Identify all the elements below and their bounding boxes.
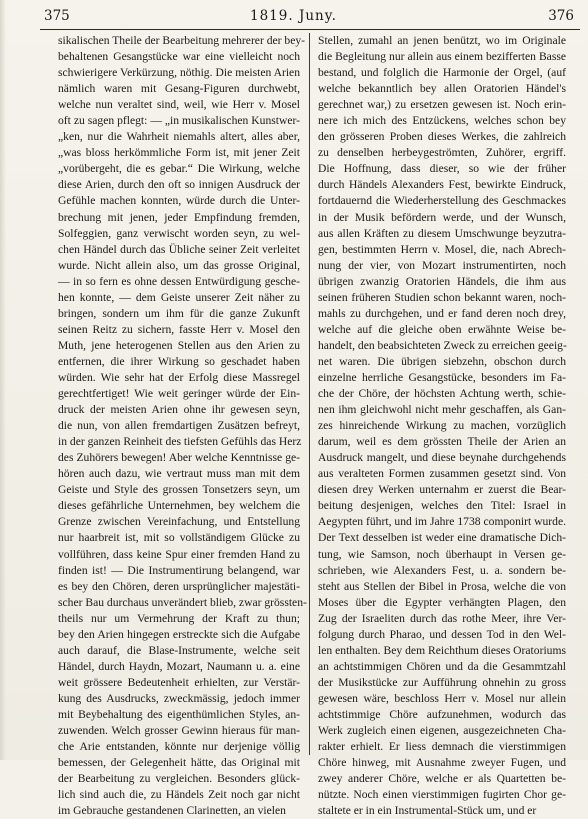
text-line: kung des Ausdrucks, zweckmässig, jedoch immer [58,691,300,705]
text-line: staltete er in ein Instrumental-Stück um, und er [318,804,537,818]
text-line: seinen früheren Studien schon bekannt waren, noch- [318,290,566,304]
text-line: „was bloss herkömmliche Form ist, mit jener Zeit [58,146,300,160]
text-line: nung der vier, von Mozart instrumentirten, noch [318,258,566,272]
text-line: gerechnet war,) zu ersetzen gewesen ist. Noch erin- [318,98,566,112]
text-line: schwierigere Verkürzung, nöthig. Die meisten Arien [58,66,300,80]
text-line: der Musikstücke zur Aufführung ohnehin zu gross [318,675,566,689]
text-line: der Bearbeitung zu vergleichen. Besonders glück- [58,772,300,786]
text-line: steht aus Stellen der Bibel in Prosa, welche die von [318,579,566,593]
text-line: des Zuhörers bewegen! Aber welche Kenntnisse ge- [58,451,300,465]
text-line: Gefühle machen konnten, würde durch die Unter- [58,194,300,208]
text-line: Chöre hinweg, mit Ausnahme zweyer Fugen, und [318,756,566,770]
issue-date: 1819. Juny. [250,8,337,24]
text-line: gerechtfertiget! Wie weit geringer würde der Ein- [58,387,300,401]
text-line: len enthalten. Bey dem Reichthum dieses Oratoriums [318,643,566,657]
text-line: oft zu sagen pflegt: — „in musikalischen Kunstwer- [58,114,300,128]
text-line: hören auch dazu, wie vertraut muss man mit dem [58,467,300,481]
text-line: Die Hoffnung, dass dieser, so wie der früher [318,162,566,176]
text-line: Zug der Israeliten durch das rothe Meer, ihre Ver- [318,611,566,625]
text-line: einzelne herrliche Gesangstücke, besonders im Fa- [318,370,566,384]
text-line: beitung desjenigen, welches den Titel: Israel in [318,499,566,513]
text-line: an achtstimmigen Chören und da die Gesammtzahl [318,659,566,673]
text-line: Muth, jene heterogenen Stellen aus den Arien zu [58,338,300,352]
text-line: druck der meisten Arien ohne ihr gewesen seyn, [58,403,300,417]
text-line: tung, wie Samson, noch überhaupt in Versen ge- [318,547,566,561]
text-line: handelt, den beabsichteten Zweck zu erreichen geeig- [318,338,567,352]
text-line: net waren. Die übrigen siebzehn, obschon durch [318,354,566,368]
text-line: zes hinreichende Wirkung zu machen, vorzüglich [318,419,566,433]
text-line: diesen drey Werken unternahm er zuerst die Bear- [318,483,566,497]
text-line: nen ihm gleichwohl nicht mehr geschaffen, als Gan- [318,403,566,417]
text-line: nützte. Noch einen vierstimmigen fugirten Chor ge- [318,788,566,802]
text-line: bemessen, der Gelegenheit hätte, das Original mit [58,756,300,770]
text-line: weit grössere Bedeutenheit erhielten, zur Verstär- [58,675,300,689]
text-line: Stellen, zumahl an jenen benützt, wo im Originale [318,34,566,47]
text-line: bestand, und folglich die Harmonie der Orgel, (auf [318,66,566,80]
text-line: nere ich mich des Entzückens, welches schon bey [318,114,566,128]
text-line: würden. Wie sehr hat der Erfolg diese Massregel [58,370,300,384]
text-line: aus veralteten Formen zusammen gesetzt sind. Von [318,467,566,481]
text-line: sikalischen Theile der Bearbeitung mehrerer der bey- [58,34,306,47]
text-column-left [58,33,307,818]
text-line: Der Text desselben ist weder eine dramatische Dich- [318,531,566,545]
text-line: in der ganzen Reinheit des tiefsten Gefühls das Herz [58,435,302,449]
text-line: wurde. Nicht allein also, um das grosse Original, [58,258,300,272]
text-line: „vorübergeht, die es gebar.“ Die Wirkung, welche [58,162,300,176]
text-line: im Gebrauche gestandenen Clarinetten, an vielen [58,804,286,818]
text-line: brechung mit jenen, jeder Empfindung fremden, [58,210,300,224]
page-fold-shadow [0,0,6,760]
text-line: darum, weil es dem grössten Theile der Arien an [318,435,566,449]
text-line: — in so fern es ohne dessen Entwürdigung gesche- [58,274,300,288]
text-line: theils nur um Vermehrung der Kraft zu thun; [58,611,300,625]
text-line: che der Chöre, der höchsten Achtung werth, schie- [318,387,566,401]
text-line: seinen Reitz zu sichern, fasste Herr v. Mosel den [58,322,300,336]
text-line: bey den Arien hingegen erstreckte sich die Aufgabe [58,627,300,641]
text-line: scher Bau durchaus unverändert blieb, zwar grössten- [58,595,307,609]
text-line: aus allen Kräften zu diesem Umschwunge beyzutra- [318,226,566,240]
page-number-right: 376 [548,8,574,24]
text-line: schrieben, wie Alexanders Fest, u. a. sondern be- [318,563,566,577]
text-line: die nun, von allen fremdartigen Zusätzen befreyt, [58,419,300,433]
text-line: welche auf die gleiche oben erwähnte Weise be- [318,322,566,336]
text-column-right [318,33,567,818]
text-line: chen Händel durch das Übliche seiner Zeit verleitet [58,242,300,256]
text-line: Aegypten führt, und im Jahre 1738 componirt wurde. [318,515,566,529]
text-line: welche nun veraltet sind, weil, wie Herr v. Mosel [58,98,300,112]
text-line: hen konnte, — dem Geiste unserer Zeit näher zu [58,290,300,304]
text-line: auch darauf, die Blase-Instrumente, welche seit [58,643,300,657]
text-line: finden ist! — Die Instrumentirung belangend, war [58,563,300,577]
text-line: vollführen, dass keine Spur einer fremden Hand zu [58,547,300,561]
text-line: diese Arien, durch den oft so innigen Ausdruck der [58,178,300,192]
text-line: die Begleitung nur allein aus einem bezifferten Basse [318,50,566,64]
text-line: gewesen wäre, beschloss Herr v. Mosel nur allein [318,691,566,705]
column-divider [309,33,310,755]
running-header [44,8,578,30]
text-line: che Arie entstanden, könnte nur derjenige völlig [58,740,300,754]
text-line: „ken, nur die Wahrheit niemahls altert, alles aber, [58,130,300,144]
text-line: Moses über die Egypter verhängten Plagen, den [318,595,566,609]
text-line: gen, bestimmten Herrn v. Mosel, die, nach Abrech- [318,242,566,256]
text-line: nur haarbreit ist, mit so vollständigem Glücke zu [58,531,300,545]
text-line: den grösseren Proben dieses Werkes, die zahlreich [318,130,566,144]
text-line: Händel, durch Haydn, Mozart, Naumann u. a. eine [58,659,300,673]
text-line: mahls zu durchgehen, und er fand deren noch drey, [318,306,566,320]
text-line: achtstimmige Chöre aufzunehmen, wodurch das [318,707,566,721]
text-line: Ausdruck mangelt, und diese beynahe durchgehends [318,451,566,465]
header-rule [40,29,580,30]
text-line: durch Händels Alexanders Fest, bewirkte Eindruck, [318,178,566,192]
text-line: rakter erhielt. Er liess demnach die vierstimmigen [318,740,566,754]
text-line: Werk zugleich einen eigenen, ausgezeichneten Cha- [318,724,566,738]
text-line: in der Musik befördern werde, und der Wunsch, [318,210,566,224]
text-line: Solfeggien, ganz verwischt worden seyn, zu wel- [58,226,300,240]
text-line: zu denselben herbeygeströmten, Zuhörer, ergriff. [318,146,566,160]
text-line: fortdauernd die Wiederherstellung des Geschmackes [318,194,566,208]
text-line: zuwenden. Welch grosser Gewinn hieraus für man- [58,724,300,738]
text-line: behaltenen Gesangstücke war eine vielleicht noch [58,50,300,64]
text-line: bringen, sondern um ihm für die ganze Zukunft [58,306,300,320]
page-number-left: 375 [44,8,70,24]
text-line: Grenze zwischen Vereinfachung, und Entstellung [58,515,300,529]
text-line: zwey anderer Chöre, welche er als Quartetten be- [318,772,566,786]
text-line: dieses gefährliche Unternehmen, bey welchem die [58,499,300,513]
text-line: folgung durch Pharao, und dessen Tod in den Wel- [318,627,566,641]
text-line: welche bekanntlich bey allen Oratorien Händel's [318,82,566,96]
text-line: lich sind auch die, zu Händels Zeit noch gar nicht [58,788,300,802]
text-line: entfernen, die ihrer Wirkung so geschadet haben [58,354,300,368]
text-line: es bey den Chören, deren ursprünglicher majestäti- [58,579,300,593]
text-line: übrigen zwanzig Oratorien Händels, die ihm aus [318,274,566,288]
text-line: nämlich waren mit Gesang-Figuren durchwebt, [58,82,300,96]
text-line: Geiste und Style des grossen Tonsetzers seyn, um [58,483,300,497]
text-line: mit Beybehaltung des eigenthümlichen Styles, an- [58,707,300,721]
